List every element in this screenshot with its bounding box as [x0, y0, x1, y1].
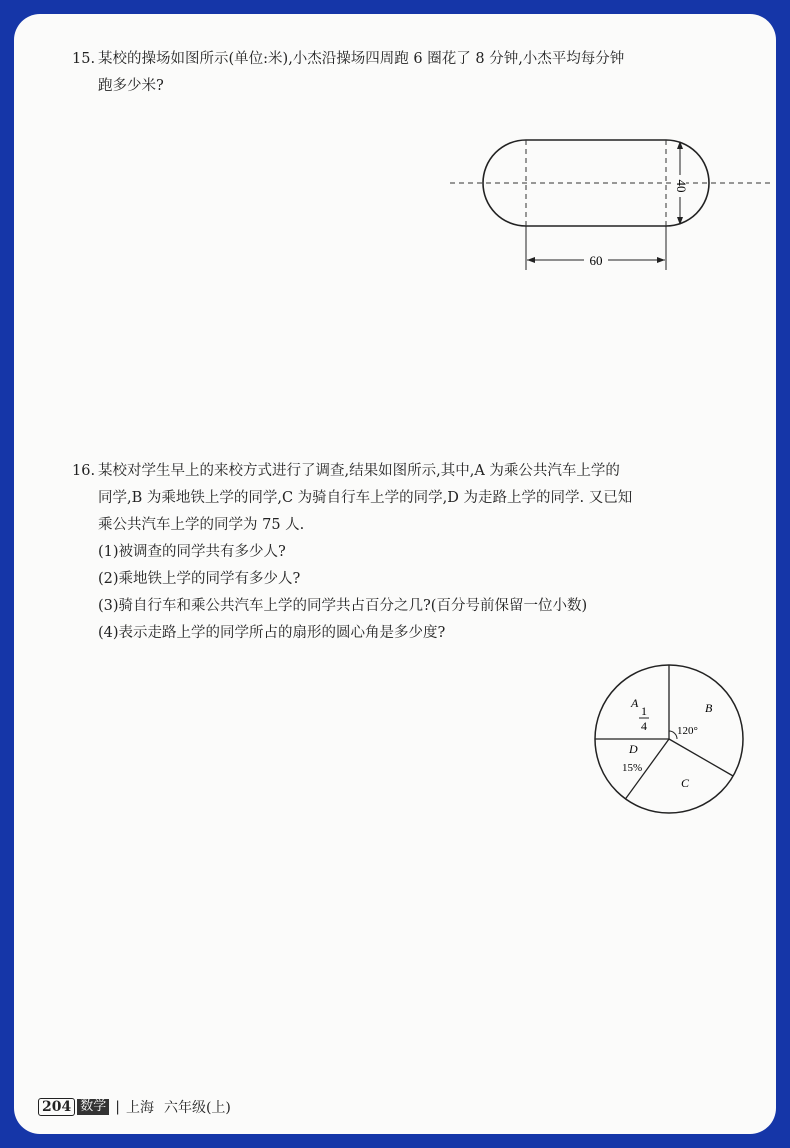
question-16-line-1: 某校对学生早上的来校方式进行了调查,结果如图所示,其中,A 为乘公共汽车上学的 [98, 463, 620, 479]
question-15-line-1: 某校的操场如图所示(单位:米),小杰沿操场四周跑 6 圈花了 8 分钟,小杰平均每分钟 [98, 51, 625, 67]
question-16-line-2: 同学,B 为乘地铁上学的同学,C 为骑自行车上学的同学,D 为走路上学的同学. 又已知 [98, 490, 633, 506]
question-16-number: 16. [72, 463, 96, 479]
question-15-number: 15. [72, 51, 96, 67]
question-16 [72, 458, 762, 647]
question-16-line-3: 乘公共汽车上学的同学为 75 人. [98, 517, 305, 533]
slice-d-label: D [629, 742, 638, 756]
track-figure [446, 132, 776, 272]
question-16-sub-3: (3)骑自行车和乘公共汽车上学的同学共占百分之几?(百分号前保留一位小数) [98, 598, 588, 614]
slice-d-percent: 15% [622, 762, 643, 774]
pie-chart [589, 659, 749, 819]
question-15 [72, 46, 762, 100]
footer-region: 上海 [125, 1100, 154, 1116]
subject-badge: 数学 [77, 1099, 109, 1115]
right-angle-arc [669, 731, 677, 739]
slice-a-numerator: 1 [641, 704, 647, 718]
slice-c-label: C [681, 776, 690, 790]
footer-divider: | [115, 1099, 120, 1115]
worksheet-page [14, 14, 776, 1134]
page-footer [38, 1097, 231, 1117]
question-16-sub-1: (1)被调查的同学共有多少人? [98, 544, 286, 560]
slice-a-denominator: 4 [641, 719, 647, 733]
slice-b-angle: 120° [677, 725, 698, 737]
width-arrow-right [657, 257, 665, 263]
footer-grade: 六年级(上) [163, 1100, 231, 1116]
page-number: 204 [38, 1098, 75, 1116]
question-16-sub-4: (4)表示走路上学的同学所占的扇形的圆心角是多少度? [98, 625, 446, 641]
slice-b-label: B [705, 701, 713, 715]
height-label: 40 [674, 179, 690, 193]
question-15-line-2: 跑多少米? [98, 78, 164, 94]
radius-b-c [669, 739, 733, 776]
slice-a-label: A [631, 696, 639, 710]
question-16-sub-2: (2)乘地铁上学的同学有多少人? [98, 571, 301, 587]
width-arrow-left [527, 257, 535, 263]
width-label: 60 [589, 253, 603, 268]
